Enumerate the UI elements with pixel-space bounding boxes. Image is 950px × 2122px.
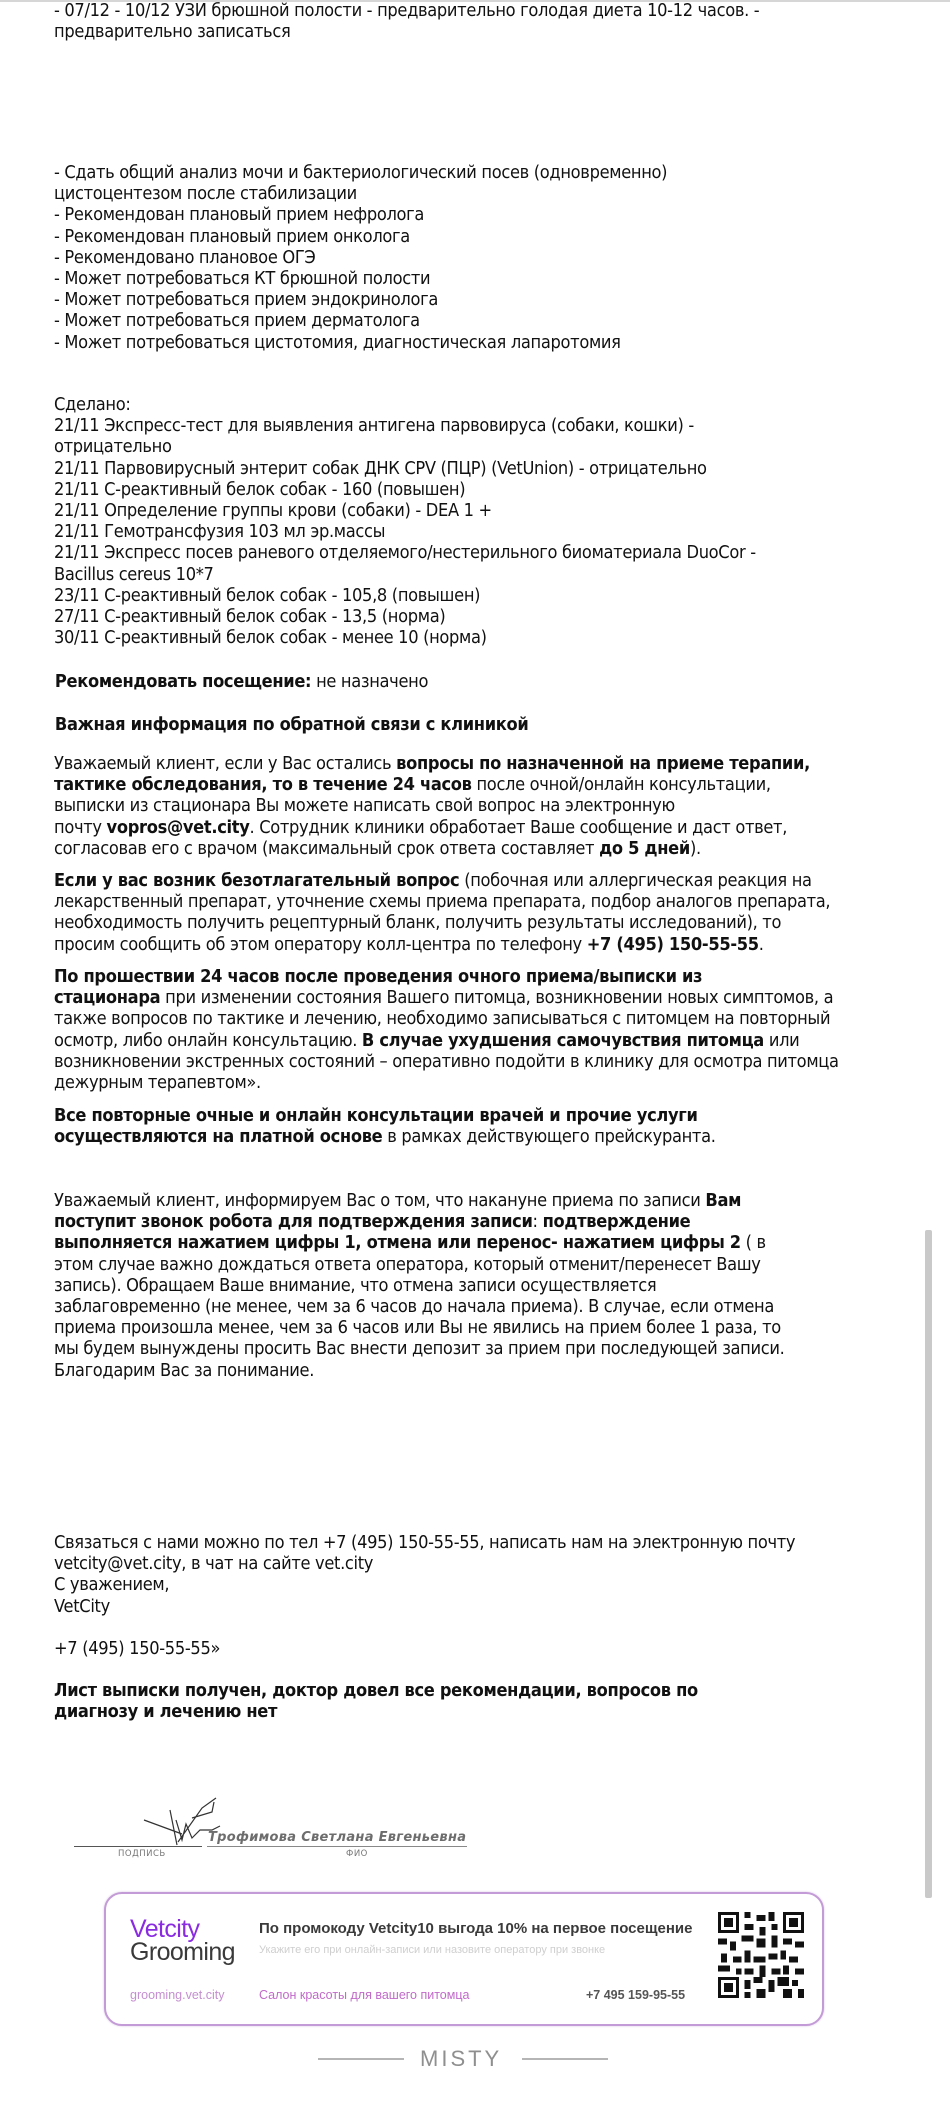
- done-item: 30/11 С-реактивный белок собак - менее 10 (норма): [54, 628, 487, 649]
- callcenter-phone[interactable]: +7 (495) 150-55-55: [586, 934, 759, 955]
- text-bold: до 5 дней: [599, 838, 690, 859]
- recommendation-item: цистоцентезом после стабилизации: [54, 184, 357, 205]
- text: в рамках действующего прейскуранта.: [382, 1127, 716, 1148]
- recommendation-item: - Может потребоваться прием эндокринолога: [54, 290, 439, 311]
- signature-caption: ПОДПИСЬ: [118, 1849, 166, 1859]
- text: этом случае важно дождаться ответа оператора, который отменит/перенесет Вашу: [54, 1254, 761, 1275]
- text: или: [763, 1030, 800, 1051]
- done-item: 21/11 Экспресс-тест для выявления антигена парвовируса (собаки, кошки) -: [54, 416, 694, 437]
- recommended-visit: [55, 672, 428, 693]
- plan-line: предварительно записаться: [54, 22, 291, 43]
- confirmation-statement: [54, 1681, 698, 1723]
- text: при изменении состояния Вашего питомца, возникновении новых симптомов, а: [160, 988, 834, 1009]
- text: лекарственный препарат, уточнение схемы приема препарата, подбор аналогов препарата,: [54, 892, 831, 913]
- promo-slogan: Салон красоты для вашего питомца: [259, 1988, 470, 2002]
- text: (побочная или аллергическая реакция на: [459, 871, 812, 891]
- robot-call-notice: [54, 1191, 784, 1382]
- text-bold: стационара: [54, 988, 161, 1009]
- feedback-paragraph-3: [54, 967, 839, 1094]
- email-vopros[interactable]: vopros@vet.city: [106, 817, 250, 838]
- text-bold: тактике обследования, то в течение 24 часов: [54, 775, 472, 796]
- text: Уважаемый клиент, если у Вас остались: [54, 754, 397, 774]
- text: Уважаемый клиент, информируем Вас о том, что накануне приема по записи: [54, 1191, 706, 1211]
- feedback-heading-text: Важная информация по обратной связи с клиникой: [54, 715, 529, 735]
- misty-brand: MISTY: [420, 2046, 503, 2071]
- promo-site-link[interactable]: grooming.vet.city: [130, 1988, 225, 2002]
- text: Благодарим Вас за понимание.: [54, 1360, 315, 1381]
- divider-right: [522, 2058, 608, 2060]
- paid-services-note: [54, 1106, 716, 1148]
- text-bold: выполняется нажатием цифры 1, отмена или перенос- нажатием цифры 2: [54, 1233, 741, 1254]
- greeting: С уважением,: [54, 1575, 170, 1596]
- text: запись). Обращаем Ваше внимание, что отмена записи осуществляется: [54, 1275, 657, 1296]
- text: . Сотрудник клиники обработает Ваше сообщение и даст ответ,: [249, 817, 788, 838]
- text: .: [758, 934, 764, 955]
- feedback-paragraph-2: [54, 871, 830, 956]
- done-item: 21/11 Определение группы крови (собаки) - DEA 1 +: [54, 501, 492, 522]
- doctor-name: Трофимова Светлана Евгеньевна: [208, 1830, 467, 1845]
- done-item: 23/11 С-реактивный белок собак - 105,8 (повышен): [54, 585, 481, 606]
- text: возникновении экстренных состояний – оперативно подойти в клинику для осмотра питомца: [54, 1051, 839, 1072]
- text: мы будем вынуждены просить Вас внести депозит за прием при последующей записи.: [54, 1339, 785, 1360]
- recommendations-list: [54, 163, 667, 354]
- vertical-scrollbar[interactable]: [925, 1230, 932, 1898]
- contacts-line: Связаться с нами можно по тел +7 (495) 150-55-55, написать нам на электронную почту: [54, 1533, 796, 1553]
- text: выписки из стационара Вы можете написать свой вопрос на электронную: [54, 796, 675, 817]
- misty-watermark: [318, 2046, 608, 2076]
- done-item: 21/11 С-реактивный белок собак - 160 (повышен): [54, 479, 466, 500]
- signature-block: [72, 1790, 472, 1860]
- feedback-paragraph-1: [54, 754, 810, 860]
- done-item: 21/11 Парвовирусный энтерит собак ДНК CPV (ПЦР) (VetUnion) - отрицательно: [54, 458, 707, 479]
- text: заблаговременно (не менее, чем за 6 часов до начала приема). В случае, если отмена: [54, 1297, 775, 1318]
- recommendation-item: - Может потребоваться КТ брюшной полости: [54, 269, 431, 290]
- text: необходимость получить рецептурный бланк, получить результаты исследований), то: [54, 913, 782, 934]
- text-bold: Лист выписки получен, доктор довел все рекомендации, вопросов по: [54, 1681, 698, 1701]
- recommendation-item: - Сдать общий анализ мочи и бактериологический посев (одновременно): [54, 163, 668, 183]
- text-bold: Если у вас возник безотлагательный вопрос: [54, 871, 460, 891]
- divider-left: [318, 2058, 404, 2060]
- text: :: [532, 1212, 543, 1233]
- text: ( в: [740, 1233, 766, 1254]
- done-item: Bacillus cereus 10*7: [54, 564, 214, 585]
- logo-line-2: Grooming: [130, 1938, 235, 1966]
- text-bold: подтверждение: [542, 1212, 691, 1233]
- clinic-phone: +7 (495) 150-55-55»: [54, 1639, 221, 1659]
- text: согласовав его с врачом (максимальный срок ответа составляет: [54, 838, 600, 859]
- text: ).: [689, 838, 701, 859]
- done-item: 21/11 Гемотрансфузия 103 мл эр.массы: [54, 522, 386, 543]
- promo-phone[interactable]: +7 495 159-95-55: [586, 1988, 686, 2002]
- plan-block: [54, 1, 759, 43]
- text: также вопросов по тактике и лечению, необходимо записываться с питомцем на повторный: [54, 1009, 831, 1030]
- recommendation-item: - Рекомендован плановый прием онколога: [54, 226, 410, 247]
- text-bold: Все повторные очные и онлайн консультации врачей и прочие услуги: [54, 1106, 698, 1126]
- recommendation-item: - Может потребоваться цистотомия, диагностическая лапаротомия: [54, 332, 621, 353]
- signature-line: [74, 1846, 202, 1847]
- recommendation-item: - Рекомендован плановый прием нефролога: [54, 205, 425, 226]
- visit-label: Рекомендовать посещение:: [54, 672, 312, 692]
- text-bold: По прошествии 24 часов после проведения очного приема/выписки из: [54, 967, 703, 987]
- contacts-line: vetcity@vet.city, в чат на сайте vet.city: [54, 1554, 374, 1575]
- text: почту: [54, 817, 107, 838]
- recommendation-item: - Может потребоваться прием дерматолога: [54, 311, 420, 332]
- qr-code-icon[interactable]: [718, 1912, 804, 1998]
- text-bold: вопросы по назначенной на приеме терапии,: [396, 754, 810, 774]
- vetcity-grooming-logo: [130, 1915, 235, 1966]
- contacts-block: [54, 1533, 795, 1618]
- name-line: [207, 1846, 467, 1847]
- text-bold: В случае ухудшения самочувствия питомца: [361, 1030, 764, 1051]
- promo-subtitle: Укажите его при онлайн-записи или назовите оператору при звонке: [259, 1944, 606, 1956]
- done-item: отрицательно: [54, 437, 172, 458]
- phone-line: [54, 1639, 220, 1660]
- text-bold: Вам: [705, 1191, 742, 1211]
- logo-line-1: Vetcity: [130, 1915, 200, 1943]
- text: просим сообщить об этом оператору колл-центра по телефону: [54, 934, 587, 955]
- recommendation-item: - Рекомендовано плановое ОГЭ: [54, 247, 316, 268]
- name-caption: ФИО: [346, 1849, 368, 1859]
- feedback-heading: [55, 715, 529, 736]
- done-heading: Сделано:: [54, 395, 131, 415]
- text: приема произошла менее, чем за 6 часов или Вы не явились на прием более 1 раза, то: [54, 1318, 781, 1339]
- done-procedures: [54, 395, 756, 649]
- text: дежурным терапевтом».: [54, 1073, 261, 1094]
- plan-line: - 07/12 - 10/12 УЗИ брюшной полости - предварительно голодая диета 10-12 часов. -: [54, 1, 760, 21]
- text: после очной/онлайн консультации,: [471, 775, 771, 796]
- grooming-promo-banner[interactable]: [104, 1892, 824, 2026]
- text-bold: поступит звонок робота для подтверждения записи: [54, 1212, 533, 1233]
- text-bold: диагнозу и лечению нет: [54, 1702, 278, 1723]
- text-bold: осуществляются на платной основе: [54, 1127, 383, 1148]
- visit-value: не назначено: [311, 672, 429, 692]
- done-item: 21/11 Экспресс посев раневого отделяемого/нестерильного биоматериала DuoCor -: [54, 543, 756, 564]
- text: осмотр, либо онлайн консультацию.: [54, 1030, 362, 1051]
- done-item: 27/11 С-реактивный белок собак - 13,5 (норма): [54, 607, 446, 628]
- company-name: VetCity: [54, 1596, 110, 1617]
- promo-title: По промокоду Vetcity10 выгода 10% на первое посещение: [259, 1920, 693, 1937]
